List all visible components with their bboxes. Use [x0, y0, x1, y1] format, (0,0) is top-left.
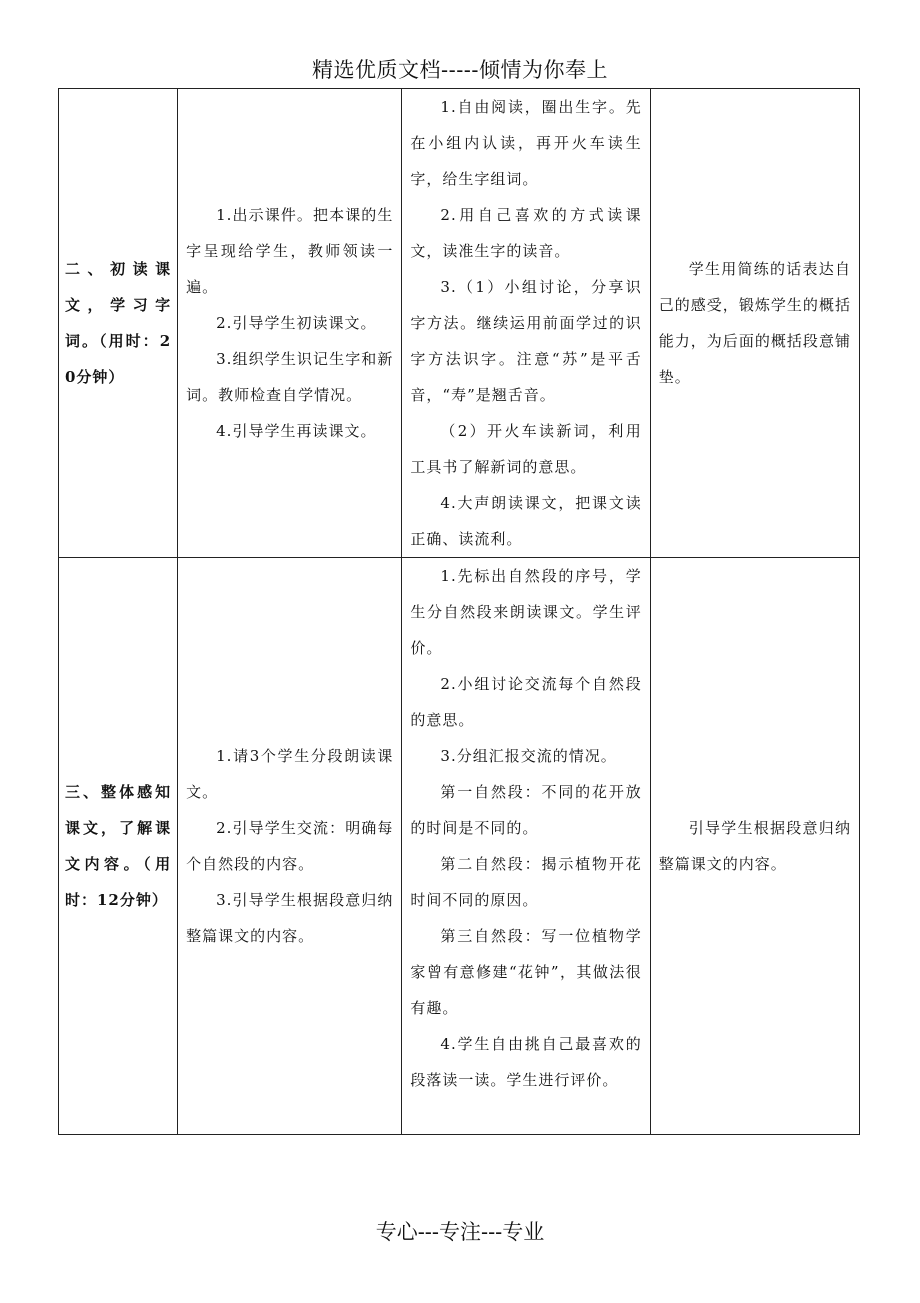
teacher-step: 3.组织学生识记生字和新词。教师检查自学情况。 — [186, 350, 394, 404]
student-step: 第三自然段：写一位植物学家曾有意修建“花钟”，其做法很有趣。 — [410, 927, 642, 1017]
student-step: 1.先标出自然段的序号，学生分自然段来朗读课文。学生评价。 — [410, 567, 642, 657]
student-step: 1.自由阅读，圈出生字。先在小组内认读，再开火车读生字，给生字组词。 — [410, 98, 642, 188]
teacher-activity-cell — [178, 558, 402, 1135]
teacher-step: 4.引导学生再读课文。 — [216, 422, 377, 440]
student-step: （2）开火车读新词，利用工具书了解新词的意思。 — [410, 422, 642, 476]
student-step: 2.用自己喜欢的方式读课文，读准生字的读音。 — [410, 206, 642, 260]
student-step: 第二自然段：揭示植物开花时间不同的原因。 — [410, 855, 642, 909]
teacher-step: 2.引导学生初读课文。 — [216, 314, 377, 332]
student-step: 3.分组汇报交流的情况。 — [440, 747, 617, 765]
teacher-step: 2.引导学生交流：明确每个自然段的内容。 — [186, 819, 394, 873]
student-step: 3.（1）小组讨论，分享识字方法。继续运用前面学过的识字方法识字。注意“苏”是平舌音，“寿”是翘舌音。 — [410, 278, 642, 404]
student-step: 4.学生自由挑自己最喜欢的段落读一读。学生进行评价。 — [410, 1035, 642, 1089]
design-intent-cell — [650, 558, 859, 1135]
page-footer: 专心---专注---专业 — [375, 1220, 545, 1244]
table-row — [59, 89, 860, 558]
stage-cell — [59, 558, 178, 1135]
student-activity-cell — [402, 558, 650, 1135]
design-intent-text: 学生用简练的话表达自己的感受，锻炼学生的概括能力，为后面的概括段意铺垫。 — [658, 260, 851, 386]
stage-title: 三、整体感知课文，了解课文内容。（用时：12分钟） — [65, 783, 172, 909]
teacher-step: 3.引导学生根据段意归纳整篇课文的内容。 — [186, 891, 394, 945]
design-intent-cell — [650, 89, 859, 558]
student-step: 第一自然段：不同的花开放的时间是不同的。 — [410, 783, 642, 837]
stage-cell — [59, 89, 178, 558]
teacher-step: 1.出示课件。把本课的生字呈现给学生，教师领读一遍。 — [186, 206, 394, 296]
page-header: 精选优质文档-----倾情为你奉上 — [312, 58, 608, 82]
teacher-activity-cell — [178, 89, 402, 558]
design-intent-text: 引导学生根据段意归纳整篇课文的内容。 — [658, 819, 851, 873]
student-step: 2.小组讨论交流每个自然段的意思。 — [410, 675, 642, 729]
student-step: 4.大声朗读课文，把课文读正确、读流利。 — [410, 494, 642, 548]
lesson-plan-table — [58, 88, 860, 1135]
teacher-step: 1.请3个学生分段朗读课文。 — [186, 747, 394, 801]
table-row — [59, 558, 860, 1135]
student-activity-cell — [402, 89, 650, 558]
stage-title: 二、初读课文，学习字词。（用时：20分钟） — [65, 260, 172, 386]
